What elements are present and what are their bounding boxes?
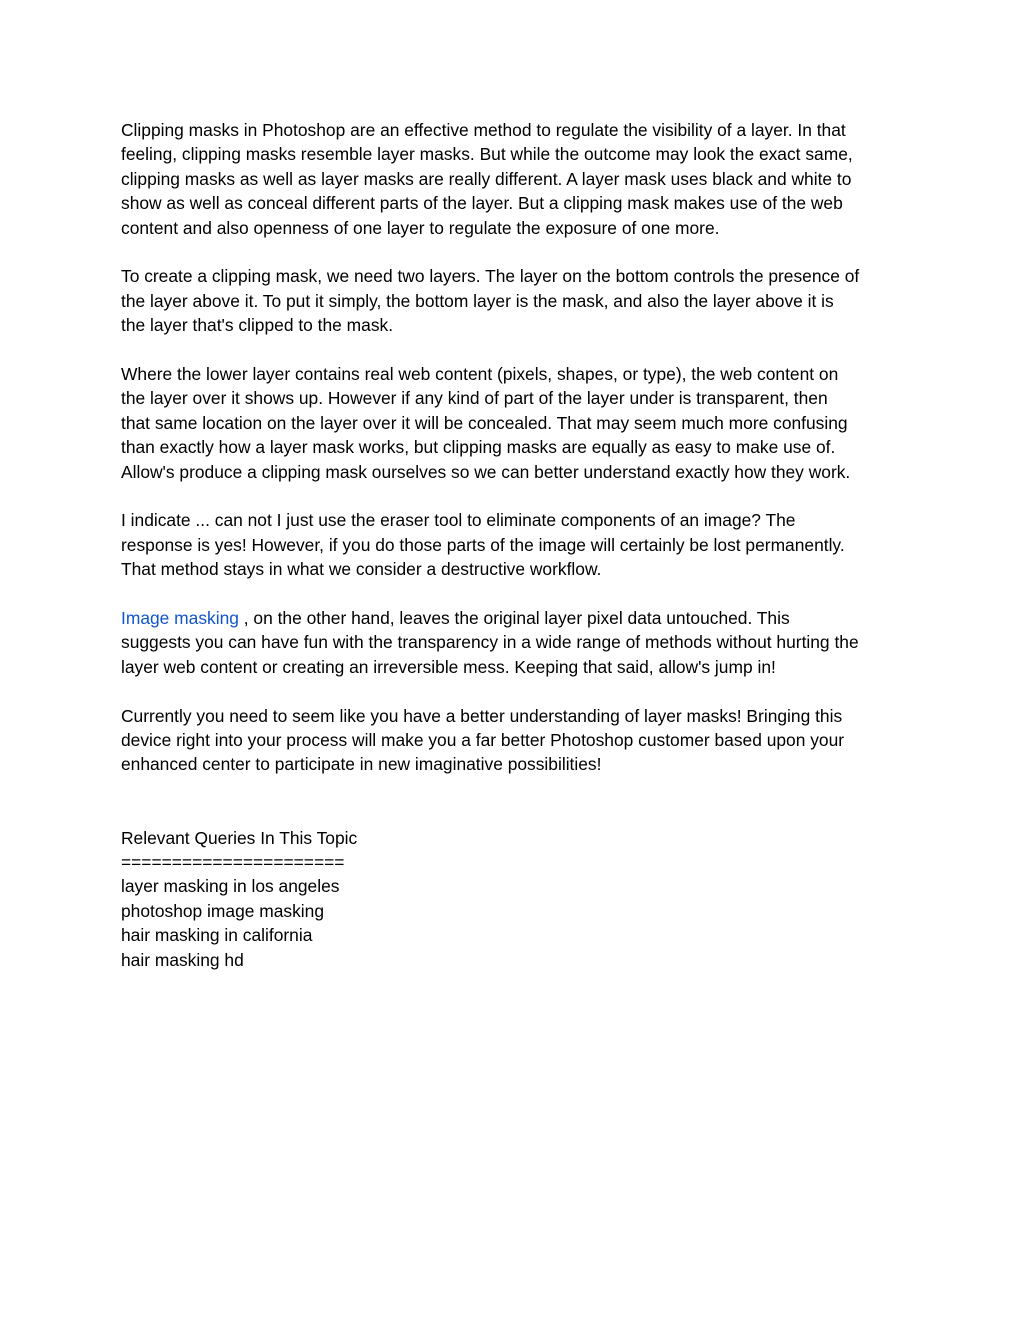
text-line: enhanced center to participate in new imaginative possibilities! xyxy=(121,754,602,775)
text-line: the layer that's clipped to the mask. xyxy=(121,315,394,336)
text-line: To create a clipping mask, we need two layers. The layer on the bottom controls the presence of xyxy=(121,266,860,287)
related-query-item: hair masking in california xyxy=(121,925,313,946)
text-line: Where the lower layer contains real web content (pixels, shapes, or type), the web content on xyxy=(121,364,839,385)
text-line: response is yes! However, if you do those parts of the image will certainly be lost permanently. xyxy=(121,534,845,555)
text-line: Allow's produce a clipping mask ourselves so we can better understand exactly how they work. xyxy=(121,461,851,482)
related-query-item: hair masking hd xyxy=(121,949,244,970)
text-line: content and also openness of one layer to regulate the exposure of one more. xyxy=(121,217,720,238)
text-line: suggests you can have fun with the transparency in a wide range of methods without hurting the xyxy=(121,632,859,653)
text-line: the layer above it. To put it simply, the bottom layer is the mask, and also the layer above it is xyxy=(121,290,834,311)
text-line: Clipping masks in Photoshop are an effective method to regulate the visibility of a layer. In that xyxy=(121,120,846,140)
text-line: I indicate ... can not I just use the eraser tool to eliminate components of an image? The xyxy=(121,510,796,531)
text-line: than exactly how a layer mask works, but clipping masks are equally as easy to make use of. xyxy=(121,437,836,458)
text-line: layer web content or creating an irreversible mess. Keeping that said, allow's jump in! xyxy=(121,656,776,677)
related-query-item: photoshop image masking xyxy=(121,900,325,921)
text-line: show as well as conceal different parts of the layer. But a clipping mask makes use of the web xyxy=(121,193,843,214)
text-line: that same location on the layer over it will be concealed. That may seem much more confusing xyxy=(121,412,848,433)
related-queries-heading: Relevant Queries In This Topic xyxy=(121,827,358,848)
text-line: feeling, clipping masks resemble layer masks. But while the outcome may look the exact same, xyxy=(121,144,853,165)
paragraph-1 xyxy=(121,118,911,240)
paragraph-3 xyxy=(121,362,911,484)
paragraph-5 xyxy=(121,606,911,679)
paragraph-6 xyxy=(121,704,911,777)
paragraph-4 xyxy=(121,508,911,581)
document-body xyxy=(121,118,911,972)
text-line: Currently you need to seem like you have a better understanding of layer masks! Bringing this xyxy=(121,705,843,726)
text-line: That method stays in what we consider a destructive workflow. xyxy=(121,559,602,580)
text-line xyxy=(121,606,911,630)
text-fragment: , on the other hand, leaves the original layer pixel data untouched. This xyxy=(238,608,790,629)
text-line: device right into your process will make you a far better Photoshop customer based upon your xyxy=(121,730,845,751)
text-line: clipping masks as well as layer masks are really different. A layer mask uses black and white to xyxy=(121,168,852,189)
blank-line xyxy=(121,801,911,825)
text-line: the layer over it shows up. However if any kind of part of the layer under is transparent, then xyxy=(121,388,828,409)
paragraph-2 xyxy=(121,264,911,337)
related-query-item: layer masking in los angeles xyxy=(121,876,340,897)
related-queries xyxy=(121,826,911,972)
image-masking-link[interactable]: Image masking xyxy=(121,608,239,629)
related-queries-divider: ====================== xyxy=(121,852,345,873)
